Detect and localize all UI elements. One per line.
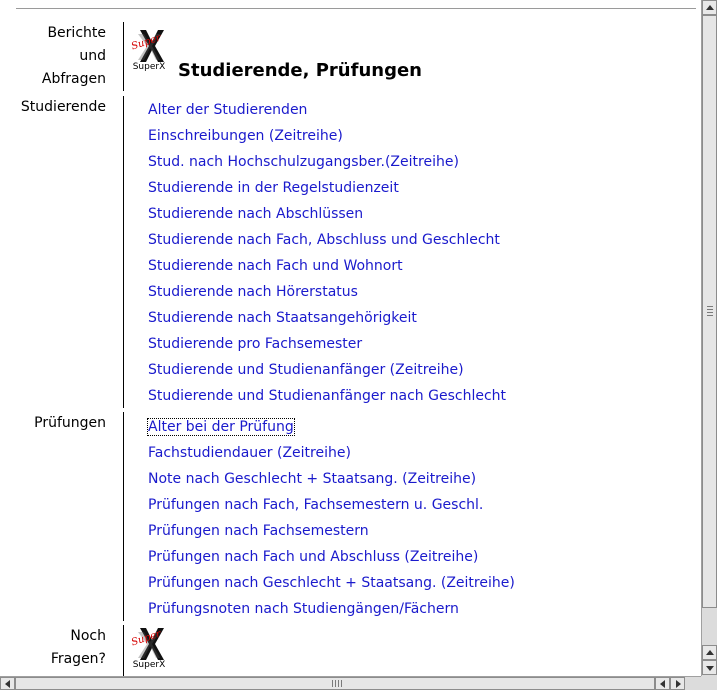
- list-item: [148, 386, 506, 412]
- column-divider: [123, 96, 124, 408]
- report-link[interactable]: Studierende nach Fach, Abschluss und Geschlecht: [148, 232, 500, 248]
- report-link[interactable]: Studierende und Studienanfänger (Zeitreihe): [148, 362, 464, 378]
- reports-label-line-1: Berichte: [47, 25, 106, 41]
- report-link[interactable]: Studierende in der Regelstudienzeit: [148, 180, 399, 196]
- list-item: [148, 547, 515, 573]
- arrow-up-icon[interactable]: [702, 0, 717, 15]
- questions-section-label: [51, 625, 106, 671]
- report-link[interactable]: Studierende nach Abschlüssen: [148, 206, 364, 222]
- horizontal-scroll-thumb[interactable]: [15, 677, 655, 690]
- list-item: [148, 126, 506, 152]
- list-item: [148, 469, 515, 495]
- arrow-down-icon[interactable]: [702, 660, 717, 675]
- report-link[interactable]: Studierende nach Hörerstatus: [148, 284, 358, 300]
- report-link[interactable]: Fachstudiendauer (Zeitreihe): [148, 445, 351, 461]
- questions-label-line-2: Fragen?: [50, 651, 106, 667]
- list-item: [148, 573, 515, 599]
- vertical-scroll-thumb[interactable]: [702, 15, 717, 608]
- arrow-left-icon[interactable]: [0, 677, 15, 690]
- list-item: [148, 204, 506, 230]
- report-link[interactable]: Studierende nach Staatsangehörigkeit: [148, 310, 417, 326]
- list-item: [148, 152, 506, 178]
- list-item: [148, 417, 515, 443]
- top-divider: [16, 8, 696, 10]
- report-link[interactable]: Stud. nach Hochschulzugangsber.(Zeitreihe): [148, 154, 459, 170]
- list-item: [148, 178, 506, 204]
- students-section-label: Studierende: [20, 99, 106, 115]
- list-item: [148, 360, 506, 386]
- reports-section-label: [42, 22, 106, 91]
- students-report-list: [148, 100, 506, 412]
- list-item: [148, 443, 515, 469]
- report-link[interactable]: Note nach Geschlecht + Staatsang. (Zeitreihe): [148, 471, 477, 487]
- report-link[interactable]: Prüfungen nach Fach, Fachsemestern u. Geschl.: [148, 497, 484, 513]
- logo-caption: SuperX: [132, 62, 166, 72]
- report-link[interactable]: Prüfungen nach Geschlecht + Staatsang. (Zeitreihe): [148, 575, 515, 591]
- report-link[interactable]: Einschreibungen (Zeitreihe): [148, 128, 343, 144]
- column-divider: [123, 625, 124, 676]
- exams-report-list: [148, 417, 515, 625]
- superx-logo-icon[interactable]: [130, 626, 168, 676]
- report-link[interactable]: Prüfungen nach Fach und Abschluss (Zeitreihe): [148, 549, 479, 565]
- report-link[interactable]: Studierende pro Fachsemester: [148, 336, 363, 352]
- report-link[interactable]: Studierende nach Fach und Wohnort: [148, 258, 403, 274]
- list-item: [148, 282, 506, 308]
- report-link[interactable]: Alter bei der Prüfung: [148, 419, 294, 435]
- report-link[interactable]: Prüfungen nach Fachsemestern: [148, 523, 369, 539]
- logo-caption: SuperX: [132, 660, 166, 670]
- reports-label-line-3: Abfragen: [41, 71, 106, 87]
- arrow-left-icon[interactable]: [655, 677, 670, 690]
- column-divider: [123, 412, 124, 621]
- list-item: [148, 495, 515, 521]
- column-divider: [123, 22, 124, 91]
- exams-section-label: Prüfungen: [34, 415, 106, 431]
- vertical-scrollbar[interactable]: [701, 0, 717, 676]
- list-item: [148, 256, 506, 282]
- arrow-up-icon[interactable]: [702, 645, 717, 660]
- logo-overlay-text: Super: [130, 32, 163, 53]
- list-item: [148, 100, 506, 126]
- list-item: [148, 599, 515, 625]
- logo-overlay-text: Super: [130, 628, 163, 649]
- list-item: [148, 334, 506, 360]
- reports-label-line-2: und: [79, 48, 106, 64]
- report-link[interactable]: Alter der Studierenden: [148, 102, 308, 118]
- arrow-right-icon[interactable]: [670, 677, 685, 690]
- report-link[interactable]: Studierende und Studienanfänger nach Geschlecht: [148, 388, 507, 404]
- list-item: [148, 308, 506, 334]
- report-link[interactable]: Prüfungsnoten nach Studiengängen/Fächern: [148, 601, 459, 617]
- page-title: Studierende, Prüfungen: [178, 60, 422, 81]
- list-item: [148, 230, 506, 256]
- questions-label-line-1: Noch: [70, 628, 106, 644]
- horizontal-scrollbar[interactable]: [0, 676, 701, 690]
- superx-logo-icon: [130, 28, 168, 78]
- list-item: [148, 521, 515, 547]
- scrollbar-corner: [701, 676, 717, 690]
